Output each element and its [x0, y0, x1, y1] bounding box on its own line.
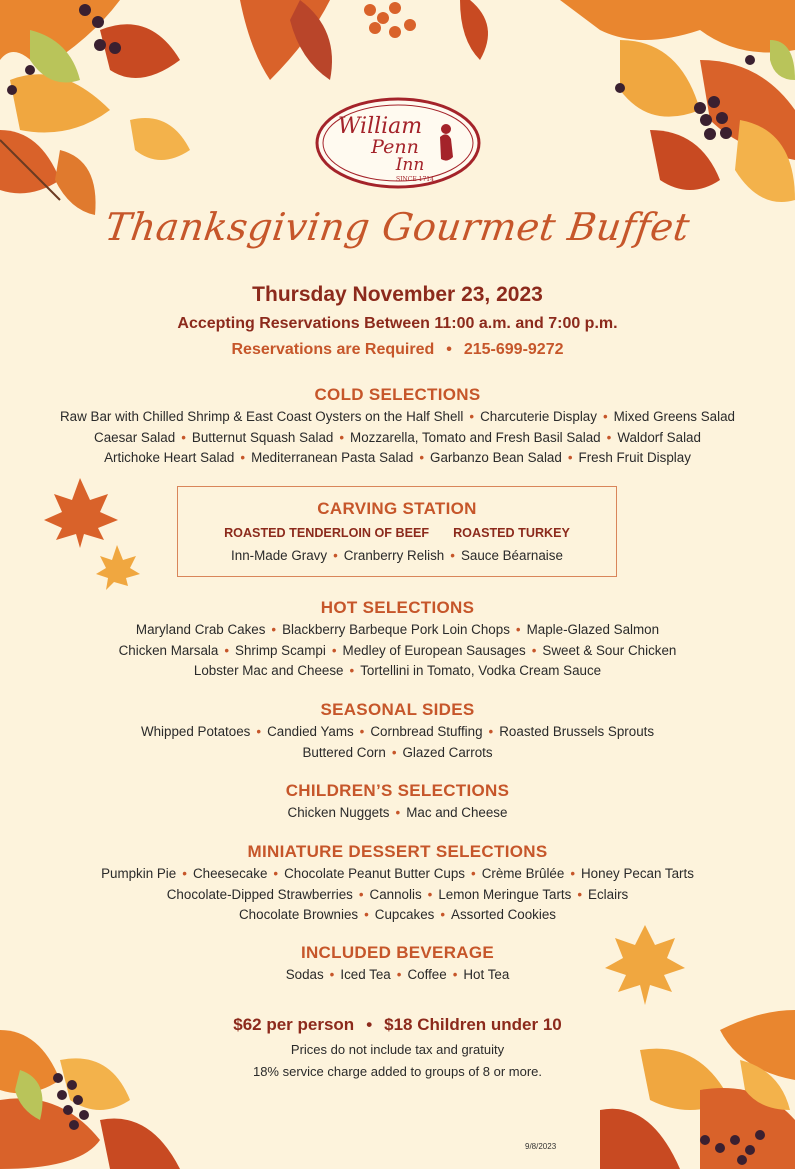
menu-lines	[0, 722, 795, 763]
menu-item: Iced Tea	[340, 967, 391, 982]
menu-item: Inn-Made Gravy	[231, 548, 328, 563]
menu-item: Butternut Squash Salad	[191, 429, 334, 445]
dessert-selections-section	[0, 842, 795, 926]
hot-selections-section	[0, 598, 795, 682]
menu-item: Raw Bar with Chilled Shrimp & East Coast Oysters on the Half Shell	[60, 409, 464, 424]
bullet: •	[366, 1015, 373, 1034]
menu-line	[0, 620, 795, 641]
menu-line	[0, 661, 795, 682]
carving-meats	[178, 526, 616, 540]
phone-number[interactable]: 215-699-9272	[463, 341, 564, 358]
menu-item: Lobster Mac and Cheese	[193, 663, 344, 678]
menu-line	[0, 885, 795, 906]
document-date: 9/8/2023	[525, 1142, 557, 1151]
seasonal-sides-section	[0, 700, 795, 763]
menu-item: Pumpkin Pie	[101, 866, 177, 881]
bullet-separator: •	[224, 642, 230, 658]
top-center-berries	[240, 0, 488, 80]
menu-item: Assorted Cookies	[451, 907, 556, 922]
menu-line	[0, 448, 795, 469]
maple-leaves-left	[44, 478, 140, 590]
menu-item: Sweet & Sour Chicken	[542, 642, 677, 658]
bullet-separator: •	[331, 642, 337, 658]
bullet: •	[446, 341, 452, 358]
menu-item: Shrimp Scampi	[235, 642, 326, 658]
bullet-separator: •	[358, 886, 364, 902]
service-note: 18% service charge added to groups of 8 or more.	[252, 1064, 543, 1079]
cold-selections-section	[0, 385, 795, 469]
menu-item: Chocolate Peanut Butter Cups	[284, 866, 465, 881]
reservation-required: Reservations are Required	[231, 341, 435, 358]
menu-item: Maryland Crab Cakes	[135, 622, 266, 637]
menu-item: Chicken Marsala	[118, 642, 219, 658]
menu-item: Artichoke Heart Salad	[104, 450, 235, 465]
adult-price: $62 per person	[233, 1015, 355, 1034]
svg-text:Penn: Penn	[371, 136, 419, 158]
menu-line	[0, 965, 795, 986]
section-title: CARVING STATION	[317, 499, 477, 518]
menu-item: Mac and Cheese	[406, 805, 508, 820]
svg-text:Inn: Inn	[395, 155, 425, 175]
menu-item: Lemon Meringue Tarts	[438, 886, 572, 902]
child-price: $18 Children under 10	[384, 1015, 562, 1034]
menu-line	[0, 743, 795, 764]
menu-item: Mozzarella, Tomato and Fresh Basil Salad	[350, 429, 601, 445]
section-title: INCLUDED BEVERAGE	[300, 943, 495, 962]
bullet-separator: •	[515, 622, 521, 637]
menu-item: Cupcakes	[374, 907, 435, 922]
section-title: SEASONAL SIDES	[320, 700, 475, 719]
bullet-separator: •	[256, 724, 262, 739]
bullet-separator: •	[333, 548, 338, 563]
menu-lines	[0, 965, 795, 986]
bullet-separator: •	[531, 642, 537, 658]
bullet-separator: •	[364, 907, 369, 922]
menu-item: Sodas	[285, 967, 324, 982]
menu-item: Garbanzo Bean Salad	[430, 450, 562, 465]
menu-line	[0, 864, 795, 885]
carving-meat: ROASTED TURKEY	[453, 526, 570, 540]
menu-item: Medley of European Sausages	[342, 642, 526, 658]
carving-meat: ROASTED TENDERLOIN OF BEEF	[224, 526, 430, 540]
bullet-separator: •	[471, 866, 476, 881]
menu-lines	[0, 620, 795, 682]
menu-item: Sauce Béarnaise	[460, 548, 563, 563]
pricing	[0, 1015, 795, 1035]
bullet-separator: •	[273, 866, 279, 881]
menu-lines	[178, 546, 616, 567]
bullet-separator: •	[427, 886, 433, 902]
menu-item: Waldorf Salad	[617, 429, 701, 445]
top-left-leaves	[0, 0, 190, 215]
bullet-separator: •	[271, 622, 277, 637]
menu-item: Chicken Nuggets	[287, 805, 390, 820]
menu-line	[0, 641, 795, 662]
section-title: MINIATURE DESSERT SELECTIONS	[247, 842, 548, 861]
menu-line	[178, 546, 616, 567]
menu-line	[0, 803, 795, 824]
menu-item: Roasted Brussels Sprouts	[499, 724, 655, 739]
menu-item: Cannolis	[369, 886, 422, 902]
section-title: CHILDREN’S SELECTIONS	[285, 781, 510, 800]
top-right-leaves	[560, 0, 795, 202]
carving-station-box	[177, 486, 617, 577]
bullet-separator: •	[181, 429, 186, 445]
bullet-separator: •	[440, 907, 446, 922]
bullet-separator: •	[240, 450, 246, 465]
bullet-separator: •	[359, 724, 365, 739]
menu-item: Cornbread Stuffing	[370, 724, 483, 739]
menu-line	[0, 722, 795, 743]
menu-item: Charcuterie Display	[480, 409, 597, 424]
reservation-line	[0, 341, 795, 359]
menu-item: Maple-Glazed Salmon	[526, 622, 660, 637]
svg-text:William: William	[337, 114, 423, 139]
bullet-separator: •	[391, 744, 397, 760]
bullet-separator: •	[329, 967, 335, 982]
bullet-separator: •	[570, 866, 576, 881]
menu-item: Crème Brûlée	[481, 866, 565, 881]
william-penn-inn-logo	[315, 97, 481, 189]
menu-item: Chocolate-Dipped Strawberries	[166, 886, 353, 902]
menu-item: Coffee	[407, 967, 447, 982]
svg-text:SINCE 1714: SINCE 1714	[396, 176, 434, 183]
menu-item: Eclairs	[588, 886, 629, 902]
menu-line	[0, 905, 795, 926]
section-title: HOT SELECTIONS	[320, 598, 475, 617]
menu-item: Blackberry Barbeque Pork Loin Chops	[282, 622, 510, 637]
reservation-hours: Accepting Reservations Between 11:00 a.m. and 7:00 p.m.	[177, 315, 618, 332]
bullet-separator: •	[395, 805, 401, 820]
bullet-separator: •	[396, 967, 402, 982]
menu-item: Mixed Greens Salad	[613, 409, 735, 424]
bullet-separator: •	[450, 548, 455, 563]
menu-lines	[0, 803, 795, 824]
bullet-separator: •	[419, 450, 425, 465]
menu-item: Hot Tea	[463, 967, 510, 982]
menu-item: Honey Pecan Tarts	[581, 866, 694, 881]
menu-item: Tortellini in Tomato, Vodka Cream Sauce	[360, 663, 602, 678]
menu-item: Whipped Potatoes	[140, 724, 251, 739]
menu-lines	[0, 864, 795, 926]
bullet-separator: •	[349, 663, 355, 678]
menu-line	[0, 407, 795, 428]
menu-line	[0, 428, 795, 449]
event-date: Thursday November 23, 2023	[252, 283, 543, 306]
menu-item: Candied Yams	[267, 724, 354, 739]
menu-item: Glazed Carrots	[402, 744, 493, 760]
menu-lines	[0, 407, 795, 469]
menu-item: Fresh Fruit Display	[578, 450, 691, 465]
tax-note: Prices do not include tax and gratuity	[290, 1042, 505, 1057]
bullet-separator: •	[567, 450, 573, 465]
menu-item: Cranberry Relish	[343, 548, 445, 563]
menu-item: Caesar Salad	[94, 429, 176, 445]
event-title: Thanksgiving Gourmet Buffet	[102, 205, 693, 249]
menu-item: Buttered Corn	[302, 744, 386, 760]
bullet-separator: •	[606, 429, 612, 445]
menu-item: Chocolate Brownies	[239, 907, 359, 922]
menu-item: Cheesecake	[192, 866, 268, 881]
section-title: COLD SELECTIONS	[314, 385, 481, 404]
bullet-separator: •	[577, 886, 583, 902]
bullet-separator: •	[339, 429, 345, 445]
bullet-separator: •	[602, 409, 608, 424]
bullet-separator: •	[182, 866, 187, 881]
included-beverage-section	[0, 943, 795, 986]
childrens-selections-section	[0, 781, 795, 824]
bullet-separator: •	[469, 409, 475, 424]
menu-item: Mediterranean Pasta Salad	[251, 450, 414, 465]
bullet-separator: •	[452, 967, 458, 982]
bullet-separator: •	[488, 724, 494, 739]
